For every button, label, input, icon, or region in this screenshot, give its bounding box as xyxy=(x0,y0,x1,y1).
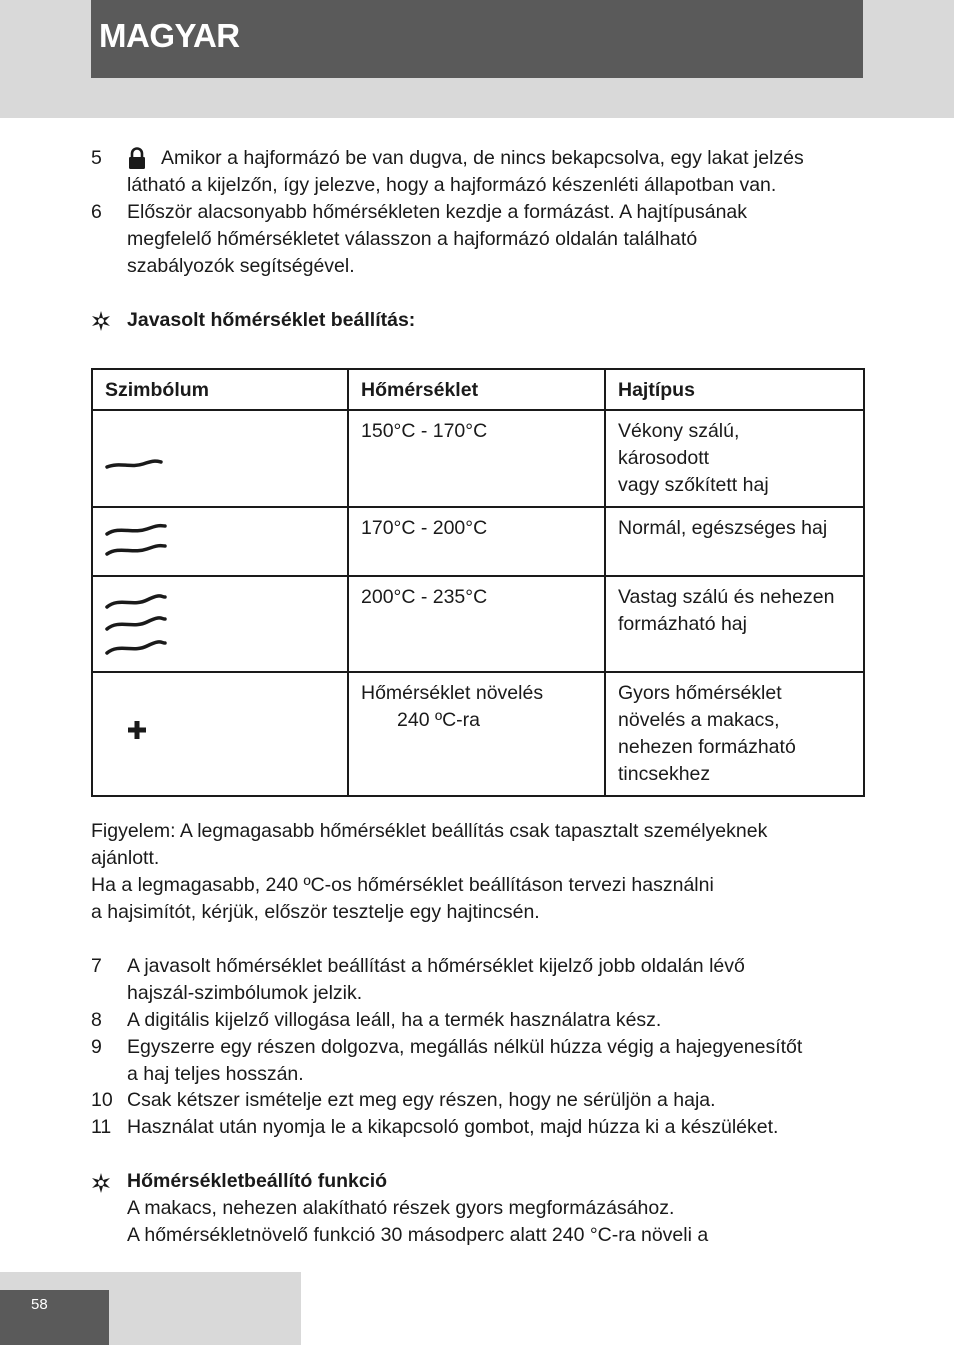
hair-type-text: károsodott xyxy=(618,447,710,469)
symbol-cell xyxy=(92,507,348,576)
temperature-cell xyxy=(348,507,605,576)
symbol-cell xyxy=(92,410,348,507)
star-bullet-icon xyxy=(91,1173,111,1193)
boost-text: A hőmérsékletnövelő funkció 30 másodperc alatt 240 °C-ra növeli a xyxy=(127,1224,709,1246)
hair-type-text: Gyors hőmérséklet xyxy=(618,682,782,704)
plus-icon xyxy=(127,720,147,740)
page-number-box xyxy=(0,1290,109,1345)
hair-type-cell xyxy=(605,576,864,672)
step-text: szabályozók segítségével. xyxy=(127,255,355,277)
hair-type-text: vagy szőkített haj xyxy=(618,474,769,496)
temperature-value: 240 ºC-ra xyxy=(397,709,480,731)
column-header: Szimbólum xyxy=(92,369,348,410)
column-header: Hőmérséklet xyxy=(348,369,605,410)
step-number: 8 xyxy=(91,1009,102,1031)
step-text: hajszál-szimbólumok jelzik. xyxy=(127,982,363,1004)
hair-type-text: tincsekhez xyxy=(618,763,711,785)
step-number: 9 xyxy=(91,1036,102,1058)
table-row xyxy=(92,672,864,796)
wave-3-icon xyxy=(105,593,167,657)
hair-type-text: növelés a makacs, xyxy=(618,709,780,731)
hair-type-text: Normál, egészséges haj xyxy=(618,517,828,539)
temperature-value: 200°C - 235°C xyxy=(361,586,488,608)
star-bullet-icon xyxy=(91,311,111,331)
table-row xyxy=(92,507,864,576)
notice-text: Ha a legmagasabb, 240 ºC-os hőmérséklet beállításon tervezi használni xyxy=(91,874,714,896)
table-row xyxy=(92,576,864,672)
step-text: Egyszerre egy részen dolgozva, megállás nélkül húzza végig a hajegyenesítőt xyxy=(127,1036,803,1058)
wave-2-icon xyxy=(105,522,167,558)
step-text: Használat után nyomja le a kikapcsoló gombot, majd húzza ki a készüléket. xyxy=(127,1116,779,1138)
step-text: Először alacsonyabb hőmérsékleten kezdje a formázást. A hajtípusának xyxy=(127,201,748,223)
column-header: Hajtípus xyxy=(605,369,864,410)
wave-1-icon xyxy=(105,457,163,471)
step-text: megfelelő hőmérsékletet válasszon a hajformázó oldalán található xyxy=(127,228,698,250)
table-header-row xyxy=(92,369,864,410)
step-number: 5 xyxy=(91,147,102,169)
hair-type-cell xyxy=(605,410,864,507)
notice-text: ajánlott. xyxy=(91,847,160,869)
temperature-cell xyxy=(348,410,605,507)
boost-text: A makacs, nehezen alakítható részek gyors megformázásához. xyxy=(127,1197,675,1219)
symbol-cell xyxy=(92,672,348,796)
step-number: 11 xyxy=(91,1116,112,1138)
step-text: A digitális kijelző villogása leáll, ha a termék használatra kész. xyxy=(127,1009,662,1031)
recommended-heading: Javasolt hőmérséklet beállítás: xyxy=(127,309,416,331)
step-number: 6 xyxy=(91,201,102,223)
step-text: a haj teljes hosszán. xyxy=(127,1063,304,1085)
temperature-table xyxy=(91,368,865,797)
hair-type-text: Vastag szálú és nehezen xyxy=(618,586,835,608)
temperature-cell xyxy=(348,672,605,796)
hair-type-text: formázható haj xyxy=(618,613,747,635)
page-title: MAGYAR xyxy=(99,17,240,54)
step-number: 10 xyxy=(91,1089,113,1111)
temperature-value: 170°C - 200°C xyxy=(361,517,488,539)
page-number: 58 xyxy=(31,1296,48,1313)
temperature-cell xyxy=(348,576,605,672)
step-text: Csak kétszer ismételje ezt meg egy részen, hogy ne sérüljön a haja. xyxy=(127,1089,716,1111)
symbol-cell xyxy=(92,576,348,672)
hair-type-text: nehezen formázható xyxy=(618,736,796,758)
table-row xyxy=(92,410,864,507)
step-text: látható a kijelzőn, így jelezve, hogy a hajformázó készenléti állapotban van. xyxy=(127,174,777,196)
boost-heading: Hőmérsékletbeállító funkció xyxy=(127,1170,388,1192)
temperature-value: Hőmérséklet növelés xyxy=(361,682,544,704)
hair-type-cell xyxy=(605,507,864,576)
step-text: A javasolt hőmérséklet beállítást a hőmérséklet kijelző jobb oldalán lévő xyxy=(127,955,745,977)
step-text: Amikor a hajformázó be van dugva, de nincs bekapcsolva, egy lakat jelzés xyxy=(161,147,804,169)
step-number: 7 xyxy=(91,955,102,977)
hair-type-text: Vékony szálú, xyxy=(618,420,740,442)
hair-type-cell xyxy=(605,672,864,796)
lock-icon xyxy=(128,147,146,170)
notice-text: Figyelem: A legmagasabb hőmérséklet beállítás csak tapasztalt személyeknek xyxy=(91,820,768,842)
temperature-value: 150°C - 170°C xyxy=(361,420,488,442)
title-bar xyxy=(91,0,863,78)
notice-text: a hajsimítót, kérjük, először tesztelje egy hajtincsén. xyxy=(91,901,540,923)
